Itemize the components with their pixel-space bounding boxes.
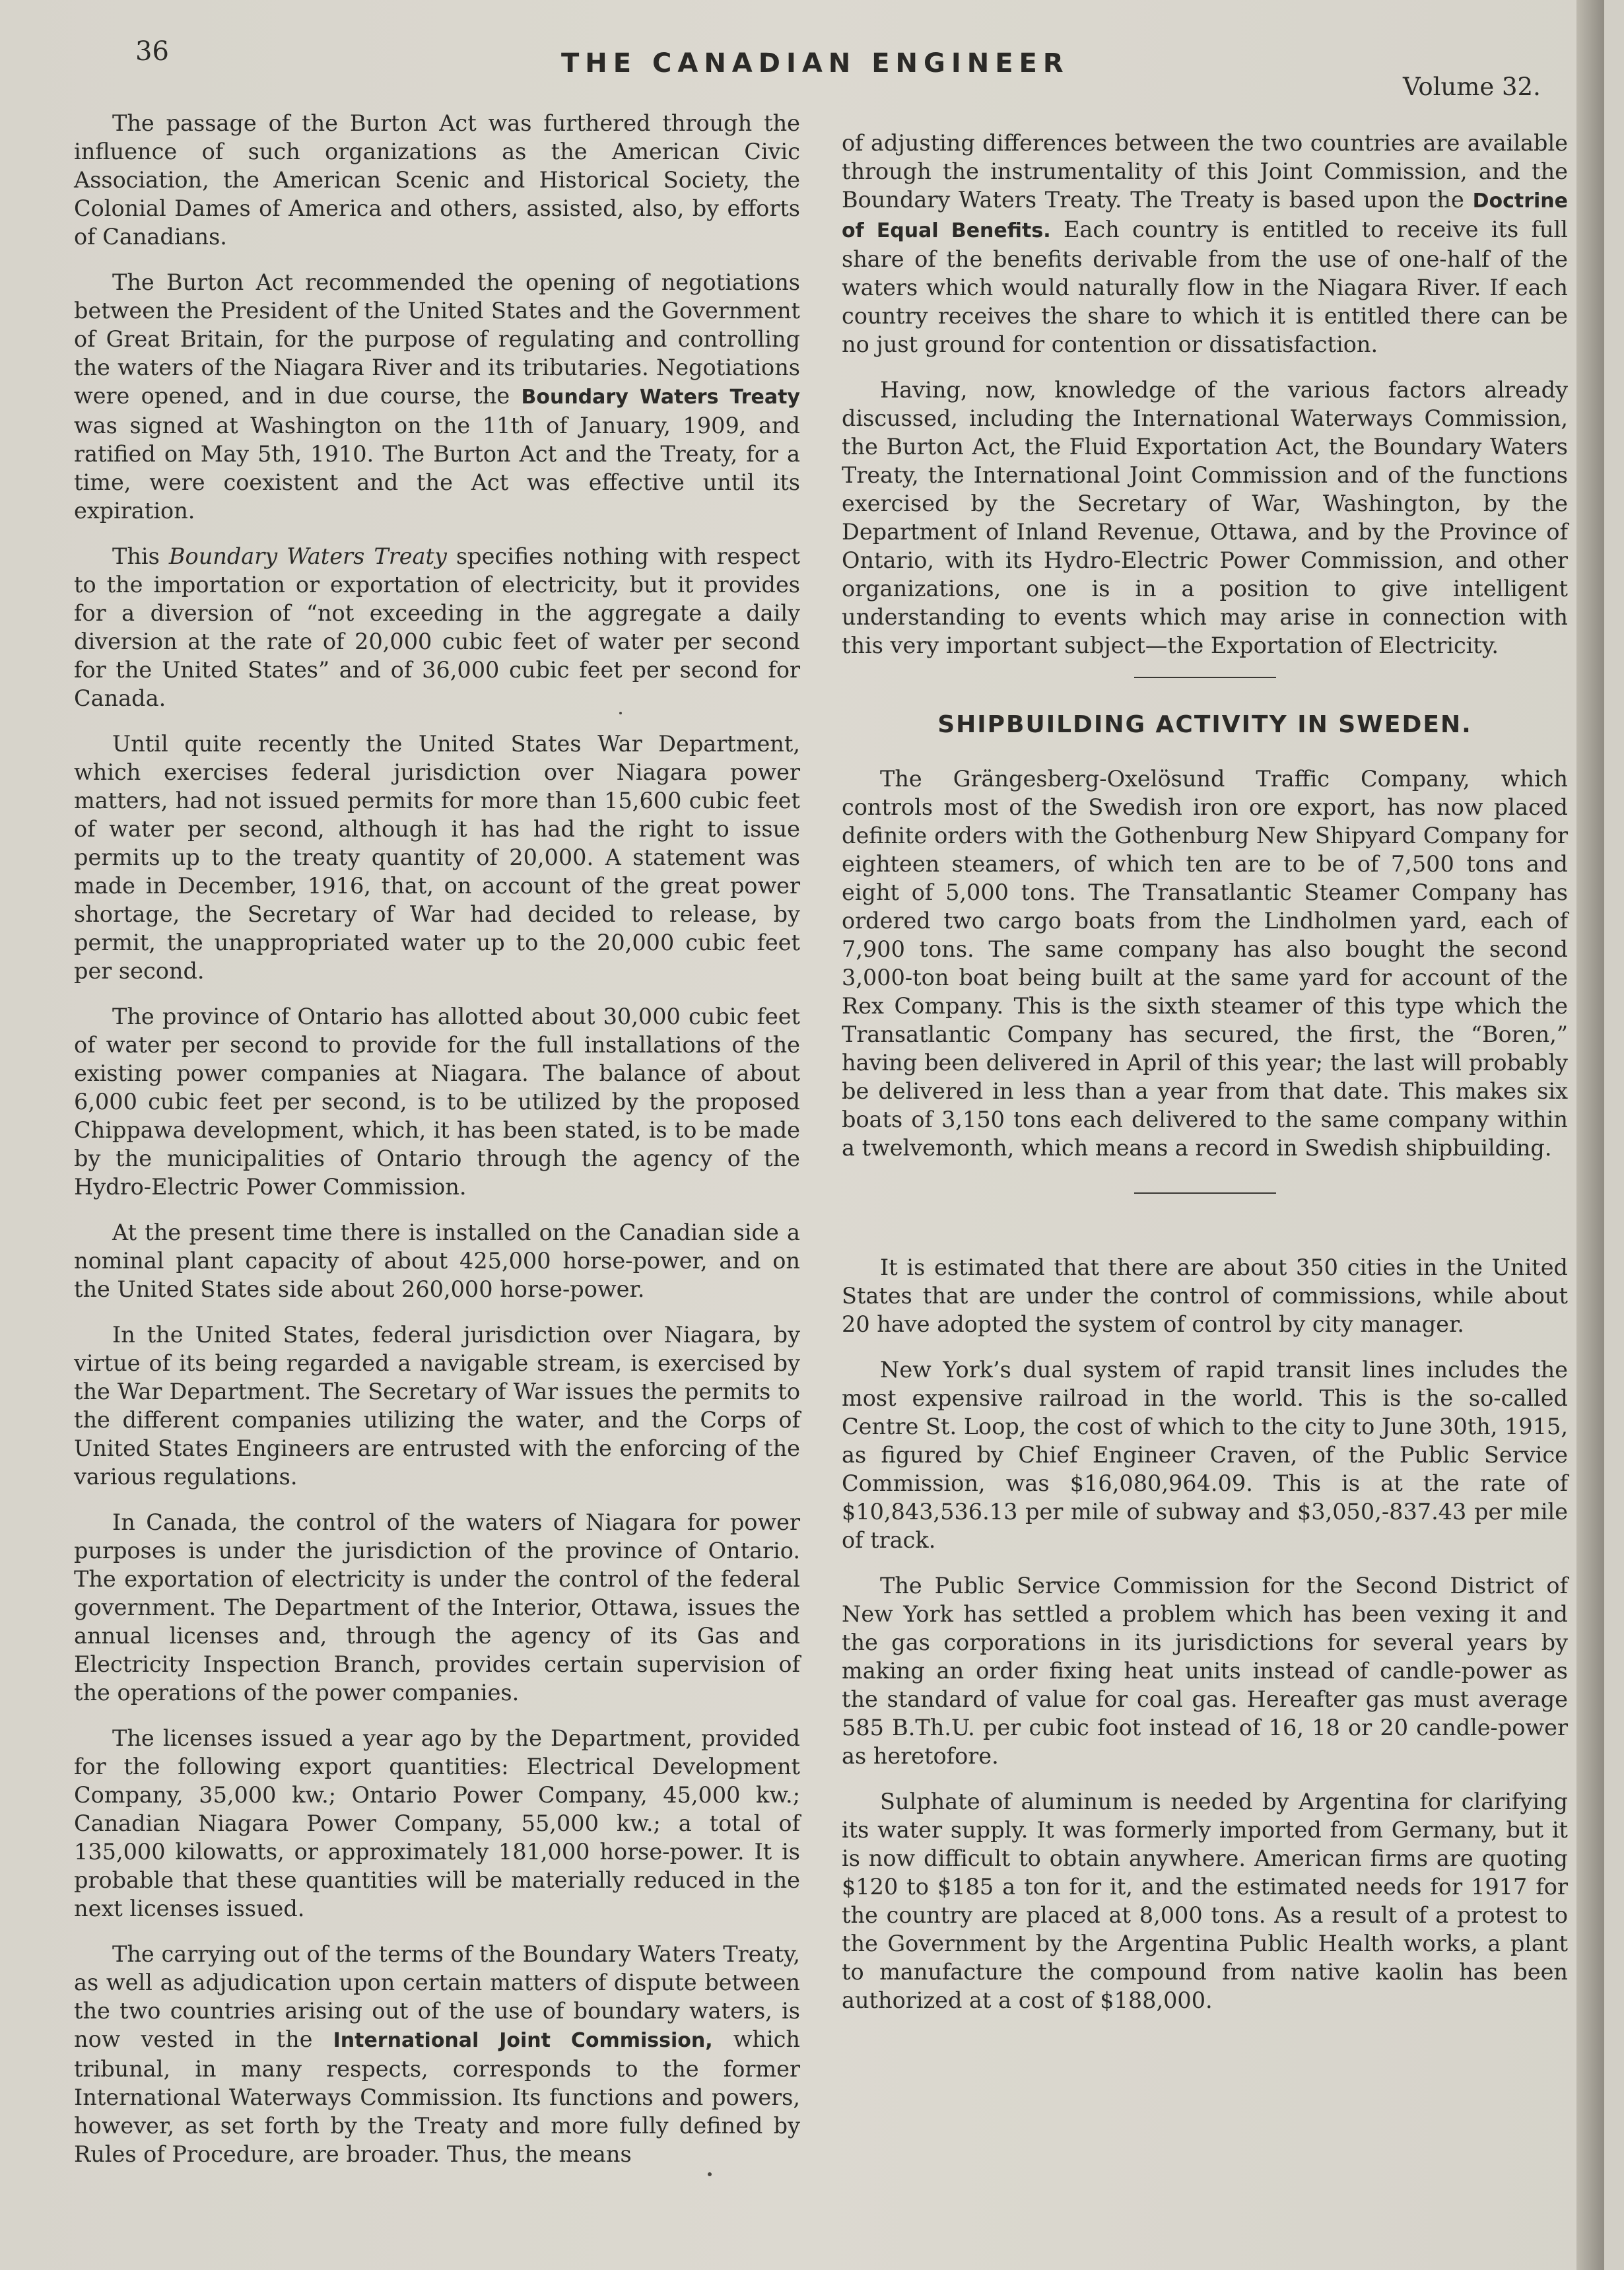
article-heading-shipbuilding: SHIPBUILDING ACTIVITY IN SWEDEN. (937, 711, 1472, 738)
paragraph-joint-commission: The carrying out of the terms of the Boundary Waters Treaty, as well as adjudication upon certain matters of dispute between the two countries arising out of the use of boundary waters, is now vested in the International Joint Commission, which tribunal, in many respects, corresponds to the former International Waterways Commission. Its functions and powers, however, as set forth by the Treaty and more fully defined by Rules of Procedure, are broader. Thus, the means (74, 1941, 801, 2167)
volume-label: Volume 32. (1403, 73, 1541, 101)
paragraph-adjusting-differences: of adjusting differences between the two countries are available through the instrumentality of this Joint Commission, and the Boundary Waters Treaty. The Treaty is based upon the Doctrine of Equal Benefits. Each country is entitled to receive its full share of the benefits derivable from the use of one-half of the waters which would naturally flow in the Niagara River. If each country receives the share to which it is entitled there can be no just ground for contention or dissatisfaction. (842, 130, 1568, 357)
paragraph-export-licenses: The licenses issued a year ago by the Department, provided for the following export quantities: Electrical Development Company, 35,000 kw.; Ontario Power Company, 45,000 kw.; Canadian Niagara Power Company, 55,000 kw.; a total of 135,000 kilowatts, or approximately 181,000 horse-power. It is probable that these quantities will be materially reduced in the next licenses issued. (74, 1725, 800, 1921)
term-international-joint-commission: International Joint Commission, (333, 2029, 713, 2052)
page-edge (1576, 0, 1604, 2270)
left-column (74, 109, 800, 2185)
term-doctrine-equal-benefits: Doctrine of Equal Benefits. (842, 189, 1568, 242)
journal-title: THE CANADIAN ENGINEER (561, 48, 1069, 79)
paragraph-sulphate-aluminum: Sulphate of aluminum is needed by Argentina for clarifying its water supply. It was formerly imported from Germany, but it is now difficult to obtain anywhere. American firms are quoting $120 to $185 a ton for it, and the estimated needs for 1917 for the country are placed at 8,000 tons. As a result of a protest to the Government by the Argentina Public Health works, a plant to manufacture the compound from native kaolin has been authorized at a cost of $188,000. (842, 1789, 1568, 2013)
paragraph-treaty-diversion: This Boundary Waters Treaty specifies nothing with respect to the importation or exportation of electricity, but it provides for a diversion of “not exceeding in the aggregate a daily diversion at the rate of 20,000 cubic feet of water per second for the United States” and of 36,000 cubic feet per second for Canada. (74, 543, 800, 711)
paragraph-burton-act-negotiations: The Burton Act recommended the opening of negotiations between the President of the United States and the Government of Great Britain, for the purpose of regulating and controlling the waters of the Niagara River and its tributaries. Negotiations were opened, and in due course, the Boundary Waters Treaty was signed at Washington on the 11th of January, 1909, and ratified on May 5th, 1910. The Burton Act and the Treaty, for a time, were coexistent and the Act was effective until its expiration. (74, 269, 800, 524)
paragraph-burton-act-passage: The passage of the Burton Act was furthered through the influence of such organizations as the American Civic Association, the American Scenic and Historical Society, the Colonial Dames of America and others, assisted, also, by efforts of Canadians. (74, 110, 800, 250)
paragraph-summary-factors: Having, now, knowledge of the various factors already discussed, including the International Waterways Commission, the Burton Act, the Fluid Exportation Act, the Boundary Waters Treaty, the International Joint Commission and of the functions exercised by the Secretary of War, Washington, by the Department of Inland Revenue, Ottawa, and by the Province of Ontario, with its Hydro-Electric Power Commission, and other organizations, one is in a position to give intelligent understanding to events which may arise in connection with this very important subject—the Exportation of Electricity. (842, 377, 1568, 658)
page-number: 36 (135, 36, 169, 67)
paragraph-new-york-transit: New York’s dual system of rapid transit lines includes the most expensive railroad in the world. This is the so-called Centre St. Loop, the cost of which to the city to June 30th, 1915, as figured by Chief Engineer Craven, of the Public Service Commission, was $16,080,964.09. This is at the rate of $10,843,536.13 per mile of subway and $3,050,-837.43 per mile of track. (842, 1357, 1568, 1553)
paragraph-city-commissions: It is estimated that there are about 350 cities in the United States that are under the control of commissions, while about 20 have adopted the system of control by city manager. (842, 1255, 1568, 1337)
section-divider (1134, 677, 1276, 678)
paragraph-canada-control: In Canada, the control of the waters of Niagara for power purposes is under the jurisdiction of the province of Ontario. The exportation of electricity is under the control of the federal government. The Department of the Interior, Ottawa, issues the annual licenses and, through the agency of its Gas and Electricity Inspection Branch, provides certain supervision of the operations of the power companies. (74, 1509, 800, 1705)
section-divider (1134, 1192, 1276, 1194)
paragraph-plant-capacity: At the present time there is installed on the Canadian side a nominal plant capacity of about 425,000 horse-power, and on the United States side about 260,000 horse-power. (74, 1220, 800, 1302)
term-boundary-waters-treaty: Boundary Waters Treaty (521, 386, 800, 409)
print-speck (619, 712, 622, 714)
paragraph-us-jurisdiction: In the United States, federal jurisdiction over Niagara, by virtue of its being regarded a navigable stream, is exercised by the War Department. The Secretary of War issues the permits to the different companies utilizing the water, and the Corps of United States Engineers are entrusted with the enforcing of the various regulations. (74, 1322, 800, 1490)
right-column (842, 129, 1568, 2032)
print-speck (708, 2172, 712, 2176)
paragraph-gas-heat-units: The Public Service Commission for the Second District of New York has settled a problem which has been vexing it and the gas corporations in its jurisdictions for several years by making an order fixing heat units instead of candle-power as the standard of value for coal gas. Hereafter gas must average 585 B.Th.U. per cubic foot instead of 16, 18 or 20 candle-power as heretofore. (842, 1573, 1568, 1769)
paragraph-swedish-shipbuilding: The Grängesberg-Oxelösund Traffic Company, which controls most of the Swedish iron ore export, has now placed definite orders with the Gothenburg New Shipyard Company for eighteen steamers, of which ten are to be of 7,500 tons and eight of 5,000 tons. The Transatlantic Steamer Company has ordered two cargo boats from the Lindholmen yard, each of 7,900 tons. The same company has also bought the second 3,000-ton boat being built at the same yard for account of the Rex Company. This is the sixth steamer of this type which the Transatlantic Company has secured, the first, the “Boren,” having been delivered in April of this year; the last will probably be delivered in less than a year from that date. This makes six boats of 3,150 tons each delivered to the same company within a twelvemonth, which means a record in Swedish shipbuilding. (842, 766, 1568, 1161)
page-header (0, 36, 1604, 109)
paragraph-ontario-allotment: The province of Ontario has allotted about 30,000 cubic feet of water per second to provide for the full installations of the existing power companies at Niagara. The balance of about 6,000 cubic feet per second, is to be utilized by the proposed Chippawa development, which, it has been stated, is to be made by the municipalities of Ontario through the agency of the Hydro-Electric Power Commission. (74, 1004, 800, 1200)
paragraph-war-department: Until quite recently the United States War Department, which exercises federal jurisdiction over Niagara power matters, had not issued permits for more than 15,600 cubic feet of water per second, although it has had the right to issue permits up to the treaty quantity of 20,000. A statement was made in December, 1916, that, on account of the great power shortage, the Secretary of War had decided to release, by permit, the unappropriated water up to the 20,000 cubic feet per second. (74, 731, 800, 984)
